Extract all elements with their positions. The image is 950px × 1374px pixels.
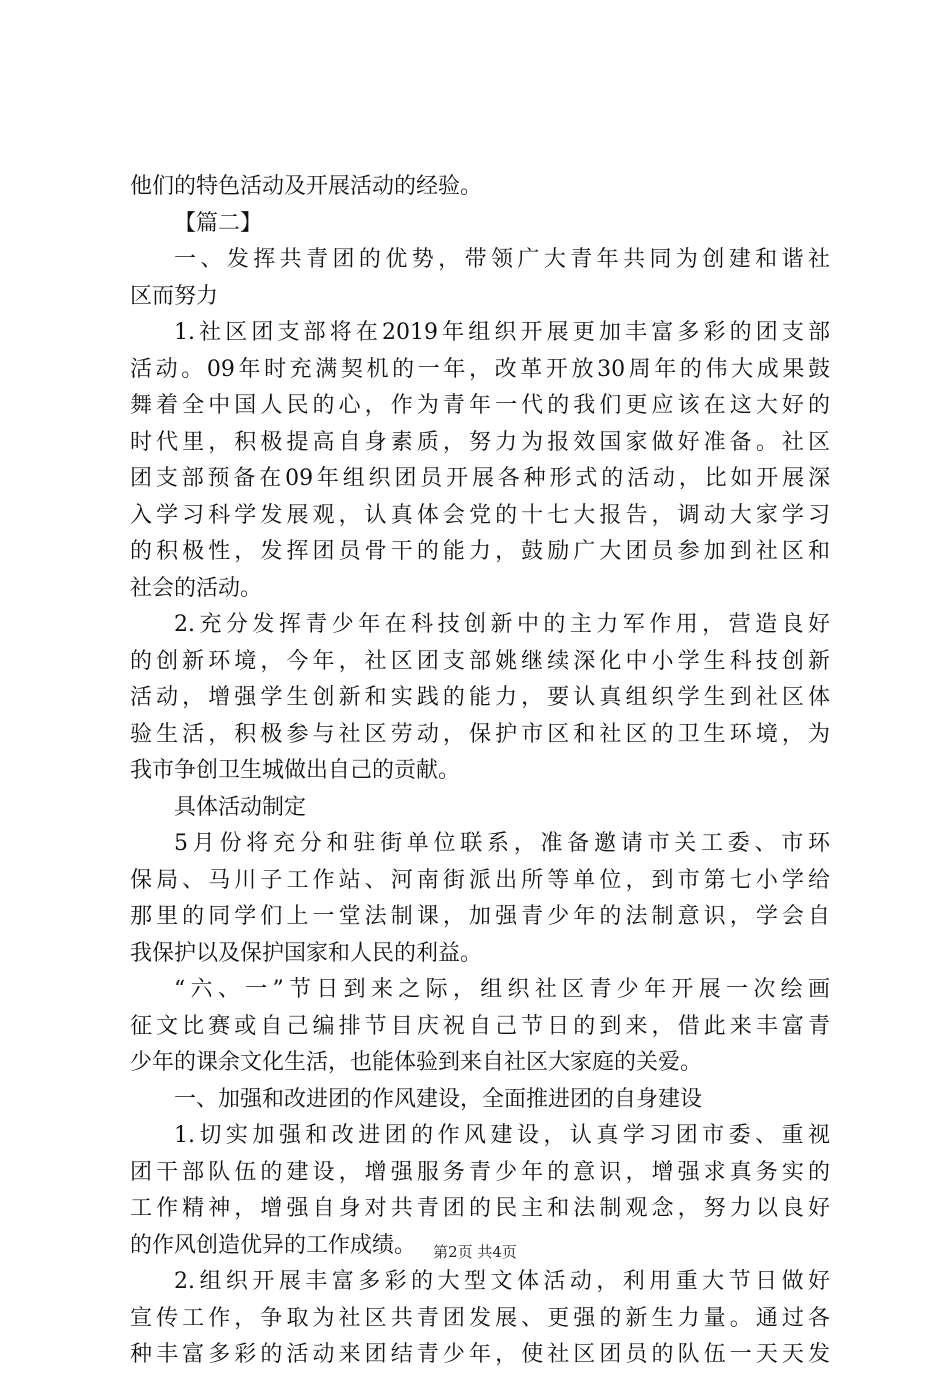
text-line: 保局、马川子工作站、河南街派出所等单位，到市第七小学给	[130, 867, 830, 893]
text-line: 1.社区团支部将在2019年组织开展更加丰富多彩的团支部	[174, 320, 830, 345]
text-line: 一、发挥共青团的优势，带领广大青年共同为创建和谐社	[174, 247, 830, 272]
text-line: 区而努力	[130, 283, 219, 309]
text-line: 活动，增强学生创新和实践的能力，要认真组织学生到社区体	[130, 685, 830, 710]
text-line: 的创新环境，今年，社区团支部姚继续深化中小学生科技创新	[130, 648, 830, 674]
text-line: 活动。09年时充满契机的一年，改革开放30周年的伟大成果鼓	[130, 356, 830, 382]
text-line: 一、加强和改进团的作风建设，全面推进团的自身建设	[174, 1086, 703, 1112]
text-line: 的积极性，发挥团员骨干的能力，鼓励广大团员参加到社区和	[130, 539, 830, 564]
text-line: 入学习科学发展观，认真体会党的十七大报告，调动大家学习	[130, 502, 830, 528]
text-line: 时代里，积极提高自身素质，努力为报效国家做好准备。社区	[130, 429, 830, 455]
text-line: 征文比赛或自己编排节目庆祝自己节日的到来，借此来丰富青	[130, 1013, 830, 1039]
text-line: 2.充分发挥青少年在科技创新中的主力军作用，营造良好	[174, 612, 830, 637]
text-line: “六、一”节日到来之际，组织社区青少年开展一次绘画	[174, 977, 830, 1002]
text-line: 5月份将充分和驻街单位联系，准备邀请市关工委、市环	[174, 831, 830, 856]
text-line: 团干部队伍的建设，增强服务青少年的意识，增强求真务实的	[130, 1159, 830, 1185]
text-line: 团支部预备在09年组织团员开展各种形式的活动，比如开展深	[130, 466, 830, 491]
text-line: 2.组织开展丰富多彩的大型文体活动，利用重大节日做好	[174, 1269, 830, 1294]
text-line: 宣传工作，争取为社区共青团发展、更强的新生力量。通过各	[130, 1305, 830, 1331]
text-line: 那里的同学们上一堂法制课，加强青少年的法制意识，学会自	[130, 904, 830, 929]
text-line: 我市争创卫生城做出自己的贡献。	[130, 758, 461, 783]
document-body	[130, 169, 830, 1374]
page-number-footer: 第2页 共4页	[433, 1243, 517, 1261]
text-line: 1.切实加强和改进团的作风建设，认真学习团市委、重视	[174, 1123, 830, 1148]
text-line: 舞着全中国人民的心，作为青年一代的我们更应该在这大好的	[130, 393, 830, 418]
text-line: 【篇二】	[174, 210, 263, 236]
text-line: 我保护以及保护国家和人民的利益。	[130, 940, 483, 966]
text-line: 工作精神，增强自身对共青团的民主和法制观念，努力以良好	[130, 1196, 830, 1221]
text-line: 的作风创造优异的工作成绩。	[130, 1232, 417, 1258]
text-line: 具体活动制定	[174, 794, 307, 820]
text-line: 他们的特色活动及开展活动的经验。	[130, 174, 483, 199]
text-line: 种丰富多彩的活动来团结青少年，使社区团员的队伍一天天发	[130, 1342, 830, 1367]
text-line: 少年的课余文化生活，也能体验到来自社区大家庭的关爱。	[130, 1050, 703, 1075]
text-line: 验生活，积极参与社区劳动，保护市区和社区的卫生环境，为	[130, 721, 830, 747]
text-line: 社会的活动。	[130, 575, 263, 601]
